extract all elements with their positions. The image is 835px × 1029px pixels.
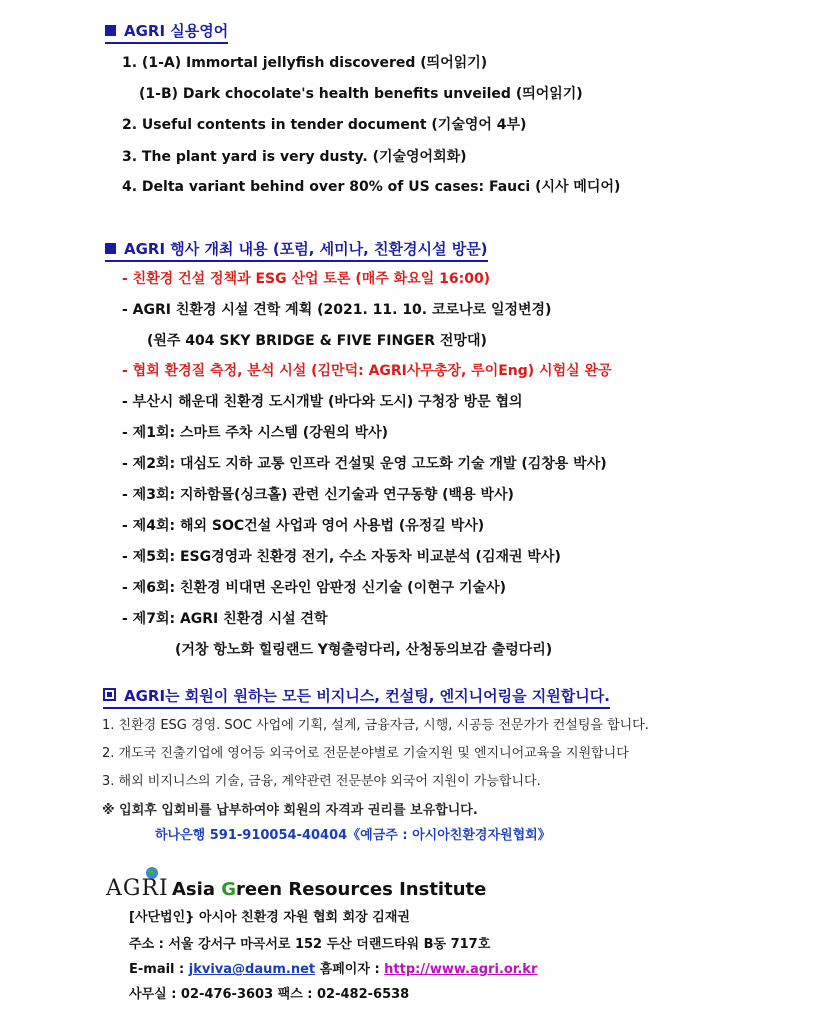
bank-account: 하나은행 591-910054-40404《예금주 : 아시아친환경자원협회》	[155, 828, 551, 843]
event-item-highlight: - 친환경 건설 정책과 ESG 산업 토론 (매주 화요일 16:00)	[122, 271, 491, 287]
contact-line	[129, 958, 537, 977]
homepage-label: 홈페이자 :	[315, 962, 385, 977]
institute-name-suffix: reen Resources Institute	[236, 879, 487, 900]
event-item: - 제6회: 친환경 비대면 온라인 암판정 신기술 (이현구 기술사)	[122, 580, 506, 596]
section1-item: 3. The plant yard is very dusty. (기술영어회화)	[122, 149, 467, 165]
event-item-detail: (원주 404 SKY BRIDGE & FIVE FINGER 전망대)	[147, 333, 487, 349]
org-line: [사단법인} 아시아 친환경 자원 협회 회장 김재권	[129, 910, 410, 925]
event-item: - 제4회: 해외 SOC건설 사업과 영어 사용법 (유정길 박사)	[122, 518, 485, 534]
section3-heading	[103, 685, 610, 709]
section3-title: AGRI는 회원이 원하는 모든 비지니스, 컨설팅, 엔지니어링을 지원합니다.	[124, 687, 610, 705]
event-item-detail: (거창 항노화 힐링랜드 Y형출렁다리, 산청동의보감 출렁다리)	[175, 642, 553, 658]
event-item-highlight: - 협회 환경질 측정, 분석 시설 (김만덕: AGRI사무총장, 루이Eng) 시험실 완공	[122, 363, 612, 379]
logo-text: AGRI	[106, 876, 169, 901]
homepage-link[interactable]: http://www.agri.or.kr	[384, 962, 538, 977]
event-item: - 제3회: 지하함몰(싱크홀) 관련 신기술과 연구동향 (백용 박사)	[122, 487, 514, 503]
institute-name	[172, 879, 486, 900]
event-item: - 제5회: ESG경영과 친환경 전기, 수소 자동차 비교분석 (김재권 박사)	[122, 549, 561, 565]
square-bullet-icon	[105, 243, 116, 254]
support-item: 3. 해외 비지니스의 기술, 금융, 계약관련 전문분야 외국어 지원이 가능합니다.	[102, 774, 541, 789]
section1-title: AGRI 실용영어	[124, 22, 229, 40]
event-item: - 제7회: AGRI 친환경 시설 견학	[122, 611, 328, 627]
section2-heading	[105, 238, 488, 262]
section1-item: 2. Useful contents in tender document (기술영어 4부)	[122, 117, 527, 133]
event-item: - AGRI 친환경 시설 견학 계획 (2021. 11. 10. 코로나로 일정변경)	[122, 302, 552, 318]
section2-title: AGRI 행사 개최 내용 (포럼, 세미나, 친환경시설 방문)	[124, 240, 488, 258]
email-label: E-mail :	[129, 962, 189, 977]
event-item: - 부산시 해운대 친환경 도시개발 (바다와 도시) 구청장 방문 협의	[122, 394, 523, 410]
event-item: - 제2회: 대심도 지하 교통 인프라 건설및 운영 고도화 기술 개발 (김창용 박사)	[122, 456, 607, 472]
section1-item: 4. Delta variant behind over 80% of US cases: Fauci (시사 메디어)	[122, 179, 621, 195]
section1-heading	[105, 20, 228, 44]
section1-item: (1-B) Dark chocolate's health benefits unveiled (띄어읽기)	[139, 86, 583, 102]
boxed-square-icon	[103, 688, 116, 701]
address: 주소 : 서울 강서구 마곡서로 152 두산 더랜드타워 B동 717호	[129, 937, 491, 952]
phone-fax: 사무실 : 02-476-3603 팩스 : 02-482-6538	[129, 987, 410, 1002]
section1-item: 1. (1-A) Immortal jellyfish discovered (띄어읽기)	[122, 55, 488, 71]
membership-note: ※ 입회후 입회비를 납부하여야 회원의 자격과 권리를 보유합니다.	[102, 803, 478, 818]
agri-logo	[106, 866, 169, 906]
support-item: 1. 친환경 ESG 경영. SOC 사업에 기획, 설계, 금융자금, 시행, 시공등 전문가가 컨설팅을 합니다.	[102, 718, 649, 733]
email-link[interactable]: jkviva@daum.net	[188, 962, 316, 977]
support-item: 2. 개도국 진출기업에 영어등 외국어로 전문분야별로 기술지원 및 엔지니어교육을 지원합니다	[102, 746, 629, 761]
square-bullet-icon	[105, 25, 116, 36]
institute-name-g: G	[221, 879, 237, 900]
event-item: - 제1회: 스마트 주차 시스템 (강원의 박사)	[122, 425, 389, 441]
institute-name-prefix: Asia	[172, 879, 222, 900]
